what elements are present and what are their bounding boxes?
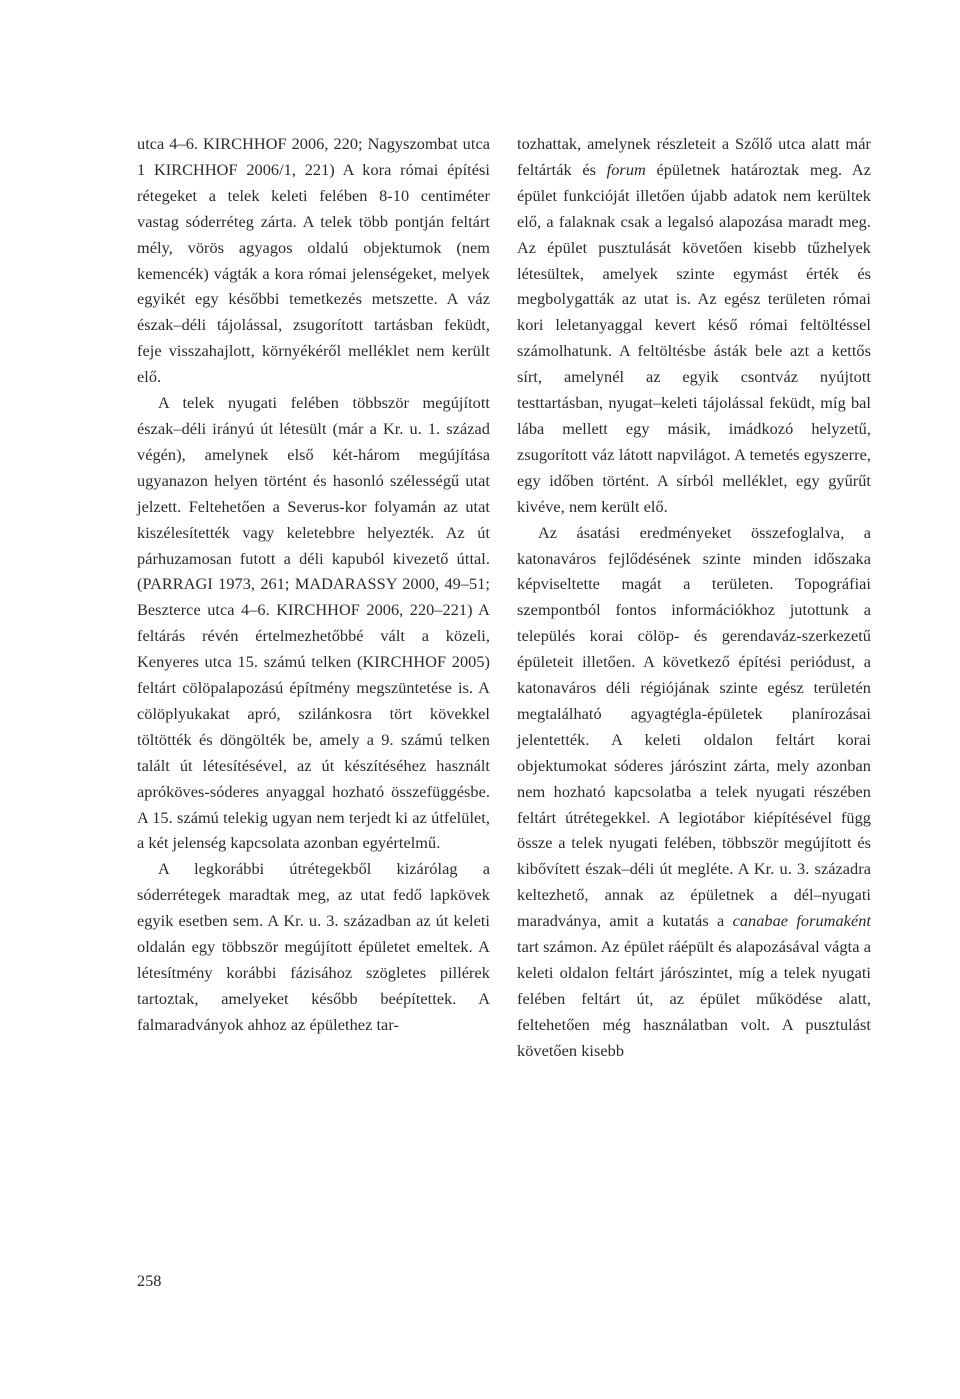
text-run: tart számon. Az épület ráépült és alapozásával vágta a keleti oldalon feltárt járószintet, míg a telek nyugati felében feltárt út, az épület működése alatt, feltehetően még használatban volt. A pusztulást követően kisebb: [517, 937, 871, 1060]
italic-term: forum: [606, 159, 646, 179]
right-column: [517, 131, 871, 1064]
italic-term: canabae forumaként: [732, 911, 871, 931]
paragraph: [517, 131, 871, 520]
text-run: tozhattak, amelynek részleteit a Szőlő utca alatt már feltárták és: [517, 134, 871, 179]
page-number: 258: [137, 1271, 162, 1290]
paragraph: A legkorábbi útrétegekből kizárólag a sóderrétegek maradtak meg, az utat fedő lapkövek egyik esetben sem. A Kr. u. 3. században az út keleti oldalán egy többször megújított épületet emeltek. A létesítmény korábbi fázisához szögletes pillérek tartoztak, amelyeket később beépítettek. A falmaradványok ahhoz az épülethez tar-: [137, 859, 490, 1034]
text-run: épületnek határoztak meg. Az épület funkcióját illetően újabb adatok nem kerültek elő, a falaknak csak a legalsó alapozása maradt meg. Az épület pusztulását követően kisebb tűzhelyek létesültek, amelyek szinte egymást érték és megbolygatták az utat is. Az egész területen római kori leletanyaggal kevert késő római feltöltéssel számolhatunk. A feltöltésbe ásták bele azt a kettős sírt, amelynél az egyik csontváz nyújtott testtartásban, nyugat–keleti tájolással feküdt, míg bal lába mellett egy másik, imádkozó helyzetű, zsugorított váz látott napvilágot. A temetés egyszerre, egy időben történt. A sírból melléklet, egy gyűrűt kivéve, nem került elő.: [517, 159, 871, 516]
text-run: Az ásatási eredményeket összefoglalva, a katonaváros fejlődésének szinte minden időszaka képviseltette magát a területen. Topográfiai szempontból fontos információkhoz jutottunk a település korai cölöp- és gerendaváz-szerkezetű épületeit illetően. A következő építési periódust, a katonaváros déli régiójának szinte egész területén megtalálható agyagtégla-épületek planírozásai jelentették. A keleti oldalon feltárt korai objektumokat sóderes járószint zárta, mely azonban nem hozható kapcsolatba a telek nyugati részében feltárt útrétegekkel. A legiotábor kiépítésével függ össze a telek nyugati felében, többször megújított és kibővített észak–déli út megléte. A Kr. u. 3. századra keltezhető, annak az épületnek a dél–nyugati maradványa, amit a kutatás a: [517, 522, 871, 931]
paragraph: [517, 520, 871, 1064]
left-column: [137, 131, 490, 1038]
paragraph: utca 4–6. KIRCHHOF 2006, 220; Nagyszombat utca 1 KIRCHHOF 2006/1, 221) A kora római építési rétegeket a telek keleti felében 8-10 centiméter vastag sóderréteg zárta. A telek több pontján feltárt mély, vörös agyagos oldalú objektumok (nem kemencék) vágták a kora római jelenségeket, melyek egyikét egy későbbi temetkezés metszette. A váz észak–déli tájolással, zsugorított tartásban feküdt, feje visszahajlott, környékéről melléklet nem került elő.: [137, 134, 490, 387]
paragraph: A telek nyugati felében többször megújított észak–déli irányú út létesült (már a Kr. u. 1. század végén), amelynek első két-három megújítása ugyanazon helyen történt és hasonló szélességű utat jelzett. Feltehetően a Severus-kor folyamán az utat kiszélesítették vagy keletebbre helyezték. Az út párhuzamosan futott a déli kapuból kivezető úttal. (PARRAGI 1973, 261; MADARASSY 2000, 49–51; Beszterce utca 4–6. KIRCHHOF 2006, 220–221) A feltárás révén értelmezhetőbbé vált a közeli, Kenyeres utca 15. számú telken (KIRCHHOF 2005) feltárt cölöpalapozású építmény megszüntetése is. A cölöplyukakat apró, szilánkosra tört kövekkel töltötték és döngölték be, amely a 9. számú telken talált út létesítésével, az út készítéséhez használt apróköves-sóderes anyaggal hozható összefüggésbe. A 15. számú telekig ugyan nem terjedt ki az útfelület, a két jelenség kapcsolata azonban egyértelmű.: [137, 393, 490, 853]
